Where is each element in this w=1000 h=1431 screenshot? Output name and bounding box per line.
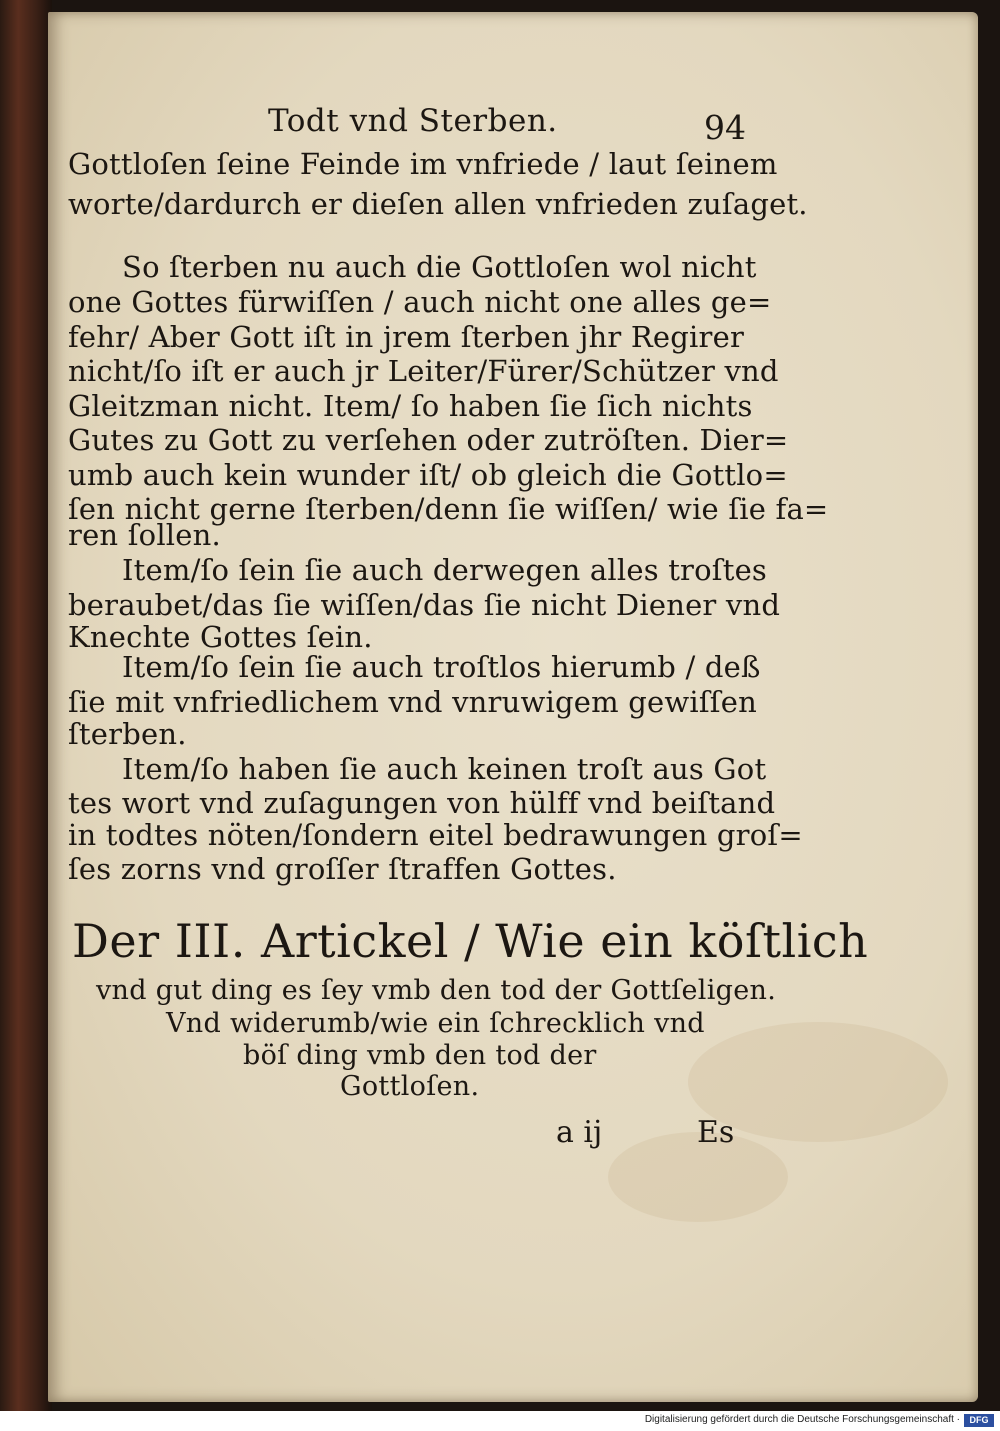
- running-head: Todt vnd Sterben.: [268, 103, 558, 139]
- text-line: ſen nicht gerne ſterben/denn ſie wiſſen/ wie ſie fa=: [68, 492, 829, 526]
- catchword: Es: [697, 1115, 735, 1150]
- book-cover-edge: [0, 0, 52, 1411]
- text-line: Knechte Gottes ſein.: [68, 620, 373, 654]
- signature-mark: a ij: [556, 1115, 603, 1150]
- page-number: 94: [704, 108, 746, 147]
- text-line: So ſterben nu auch die Gottloſen wol nicht: [122, 250, 757, 284]
- text-line: Item/ſo ſein ſie auch derwegen alles troſtes: [122, 553, 768, 587]
- text-line: Gottloſen ſeine Feinde im vnfriede / laut ſeinem: [68, 147, 778, 181]
- text-line: ſes zorns vnd groſſer ſtraffen Gottes.: [68, 852, 617, 886]
- text-line: beraubet/das ſie wiſſen/das ſie nicht Diener vnd: [68, 588, 781, 622]
- text-line: Item/ſo ſein ſie auch troſtlos hierumb / deß: [122, 650, 761, 684]
- text-line: ſie mit vnfriedlichem vnd vnruwigem gewiſſen: [68, 685, 757, 719]
- text-line: Gutes zu Gott zu verſehen oder zutröſten. Dier=: [68, 423, 789, 457]
- text-line: ren ſollen.: [68, 518, 221, 552]
- dfg-logo: DFG: [964, 1414, 994, 1427]
- heading-line: vnd gut ding es ſey vmb den tod der Gottſeligen.: [96, 975, 777, 1006]
- text-line: ſterben.: [68, 717, 187, 751]
- text-line: in todtes nöten/ſondern eitel bedrawungen groſ=: [68, 818, 803, 852]
- text-line: Gleitzman nicht. Item/ ſo haben ſie ſich nichts: [68, 389, 753, 423]
- section-heading: Der III. Artickel / Wie ein köſtlich: [72, 914, 869, 968]
- heading-line: Gottloſen.: [340, 1071, 480, 1102]
- text-line: umb auch kein wunder iſt/ ob gleich die Gottlo=: [68, 458, 788, 492]
- text-line: tes wort vnd zuſagungen von hülff vnd beiſtand: [68, 786, 776, 820]
- heading-line: böſ ding vmb den tod der: [243, 1040, 597, 1071]
- footer-credit: Digitalisierung gefördert durch die Deutsche Forschungsgemeinschaft ·: [644, 1414, 960, 1425]
- text-line: fehr/ Aber Gott iſt in jrem ſterben jhr Regirer: [68, 320, 745, 354]
- text-line: one Gottes fürwiſſen / auch nicht one alles ge=: [68, 285, 772, 319]
- footer-bar: [0, 1411, 1000, 1431]
- text-line: Item/ſo haben ſie auch keinen troſt aus Got: [122, 752, 767, 786]
- heading-line: Vnd widerumb/wie ein ſchrecklich vnd: [166, 1008, 705, 1039]
- text-line: worte/dardurch er dieſen allen vnfrieden zuſaget.: [68, 187, 808, 221]
- text-line: nicht/ſo iſt er auch jr Leiter/Fürer/Schützer vnd: [68, 354, 779, 388]
